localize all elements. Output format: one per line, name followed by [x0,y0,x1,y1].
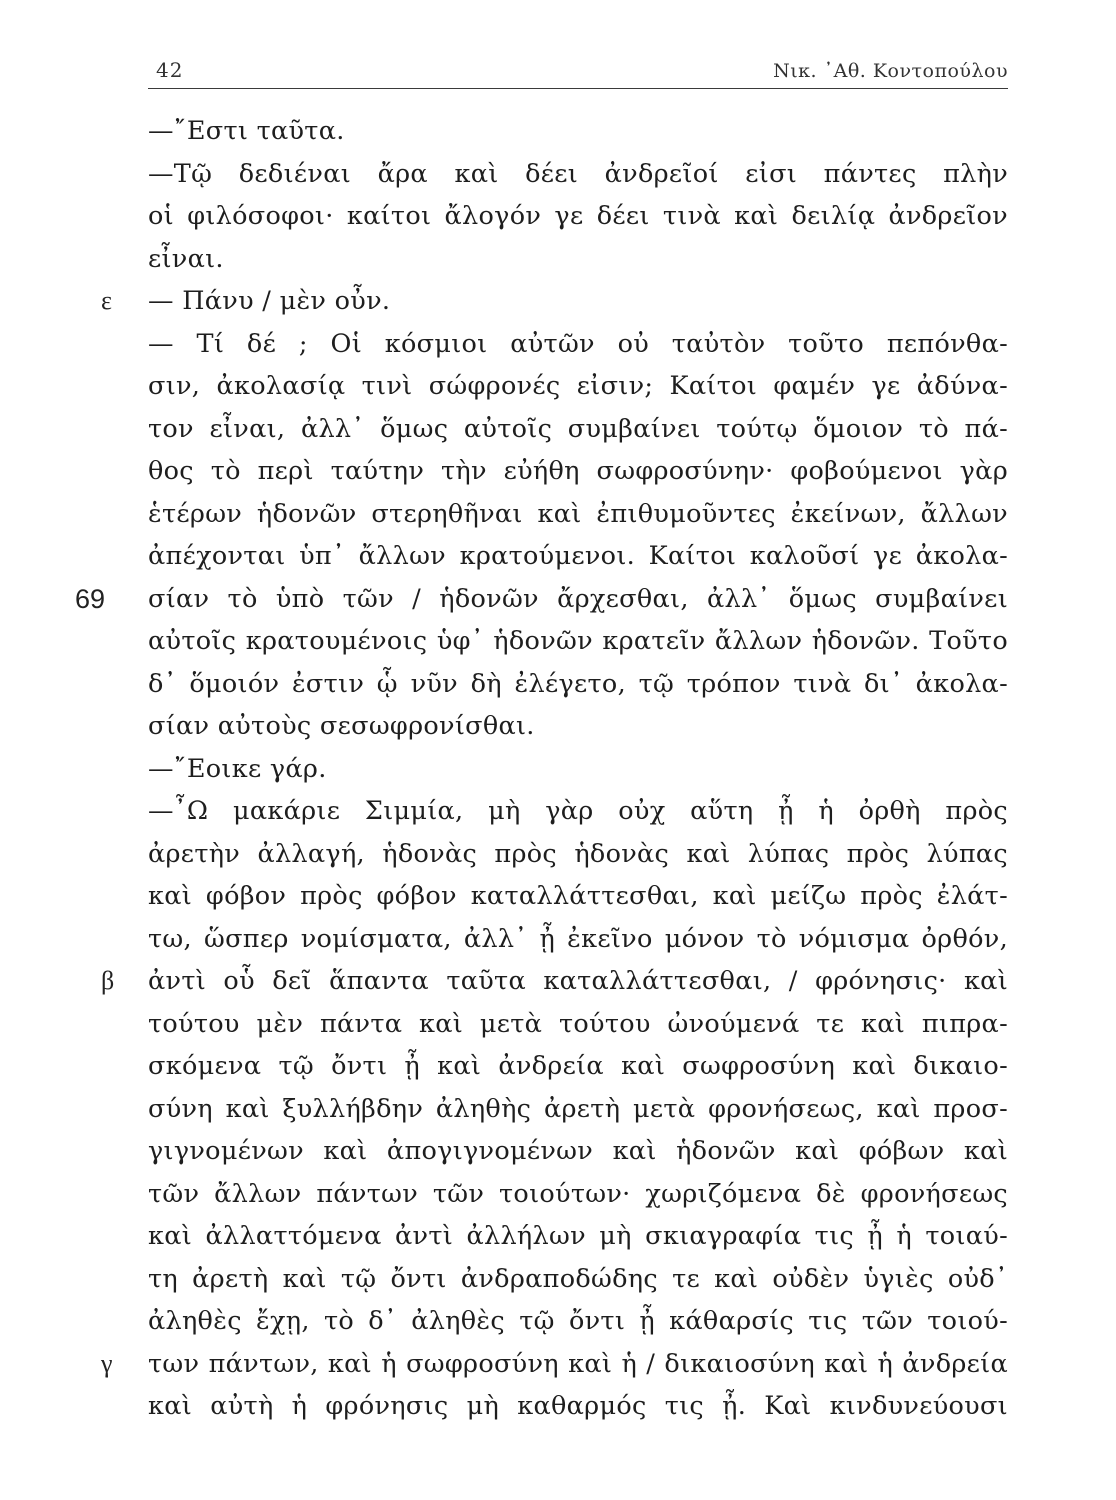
text-line: σίαν τὸ ὑπὸ τῶν / ἡδονῶν ἄρχεσθαι, ἀλλ᾿ ὅμως συμβαίνει [148,583,1008,614]
text-line: σύνη καὶ ξυλλήβδην ἀληθὴς ἀρετὴ μετὰ φρονήσεως, καὶ προσ- [148,1093,1008,1124]
margin-marker-beta: β [101,966,115,995]
text-line: ἀληθὲς ἔχῃ, τὸ δ᾿ ἀληθὲς τῷ ὄντι ᾖ κάθαρσίς τις τῶν τοιού- [148,1306,1008,1336]
text-line: ἀντὶ οὗ δεῖ ἅπαντα ταῦτα καταλλάττεσθαι, / φρόνησις· καὶ [148,966,1008,996]
text-line: —Τῷ δεδιέναι ἄρα καὶ δέει ἀνδρεῖοί εἰσι πάντες πλὴν [148,158,1008,189]
text-line: σιν, ἀκολασίᾳ τινὶ σώφρονές εἰσιν; Καίτοι φαμέν γε ἀδύνα- [148,371,1008,401]
text-line: ἀπέχονται ὑπ᾿ ἄλλων κρατούμενοι. Καίτοι καλοῦσί γε ἀκολα- [148,541,1008,571]
text-line: θος τὸ περὶ ταύτην τὴν εὐήθη σωφροσύνην· φοβούμενοι γὰρ [148,456,1008,486]
text-line: καὶ ἀλλαττόμενα ἀντὶ ἀλλήλων μὴ σκιαγραφία τις ᾖ ἡ τοιαύ- [148,1221,1008,1251]
text-line: ἑτέρων ἡδονῶν στερηθῆναι καὶ ἐπιθυμοῦντες ἐκείνων, ἄλλων [148,498,1008,529]
text-line: δ᾿ ὅμοιόν ἐστιν ᾧ νῦν δὴ ἐλέγετο, τῷ τρόπον τινὰ δι᾿ ἀκολα- [148,668,1008,699]
page-header [148,56,1008,89]
text-line: οἱ φιλόσοφοι· καίτοι ἄλογόν γε δέει τινὰ καὶ δειλίᾳ ἀνδρεῖον [148,201,1008,231]
text-line: —῎Εοικε γάρ. [148,753,327,784]
margin-marker-epsilon: ε [101,286,112,315]
text-line: — Τί δέ ; Οἱ κόσμιοι αὐτῶν οὐ ταὐτὸν τοῦτο πεπόνθα- [148,328,1008,359]
text-line: εἶναι. [148,243,224,274]
running-head: Νικ. ᾿Αθ. Κοντοπούλου [773,60,1008,82]
text-line: τούτου μὲν πάντα καὶ μετὰ τούτου ὠνούμενά τε καὶ πιπρα- [148,1008,1008,1039]
text-line: —῏Ω μακάριε Σιμμία, μὴ γὰρ οὐχ αὕτη ᾖ ἡ ὀρθὴ πρὸς [148,796,1008,826]
text-line: καὶ φόβον πρὸς φόβον καταλλάττεσθαι, καὶ μείζω πρὸς ἐλάτ- [148,881,1008,911]
text-line: σκόμενα τῷ ὄντι ᾖ καὶ ἀνδρεία καὶ σωφροσύνη καὶ δικαιο- [148,1051,1008,1081]
text-line: καὶ αὐτὴ ἡ φρόνησις μὴ καθαρμός τις ᾖ. Καὶ κινδυνεύουσι [148,1391,1008,1421]
page-number: 42 [156,58,184,82]
text-line: — Πάνυ / μὲν οὖν. [148,286,391,316]
text-line: των πάντων, καὶ ἡ σωφροσύνη καὶ ἡ / δικαιοσύνη καὶ ἡ ἀνδρεία [148,1348,1008,1379]
text-line: ἀρετὴν ἀλλαγή, ἡδονὰς πρὸς ἡδονὰς καὶ λύπας πρὸς λύπας [148,838,1008,869]
text-line: αὐτοῖς κρατουμένοις ὑφ᾿ ἡδονῶν κρατεῖν ἄλλων ἡδονῶν. Τοῦτο [148,626,1008,656]
text-line: —῎Εστι ταῦτα. [148,116,345,146]
text-line: τον εἶναι, ἀλλ᾿ ὅμως αὐτοῖς συμβαίνει τούτῳ ὅμοιον τὸ πά- [148,413,1008,444]
text-line: γιγνομένων καὶ ἀπογιγνομένων καὶ ἡδονῶν καὶ φόβων καὶ [148,1136,1008,1166]
text-line: σίαν αὐτοὺς σεσωφρονίσθαι. [148,711,535,741]
text-line: τη ἀρετὴ καὶ τῷ ὄντι ἀνδραποδώδης τε καὶ οὐδὲν ὑγιὲς οὐδ᾿ [148,1263,1008,1294]
margin-marker-stephanus-69: 69 [75,583,106,614]
margin-marker-gamma: γ [101,1348,113,1378]
text-line: τω, ὥσπερ νομίσματα, ἀλλ᾿ ᾖ ἐκεῖνο μόνον τὸ νόμισμα ὀρθόν, [148,923,1008,954]
margin-notes [0,110,140,1385]
main-text [148,110,1008,1428]
text-line: τῶν ἄλλων πάντων τῶν τοιούτων· χωριζόμενα δὲ φρονήσεως [148,1178,1008,1209]
